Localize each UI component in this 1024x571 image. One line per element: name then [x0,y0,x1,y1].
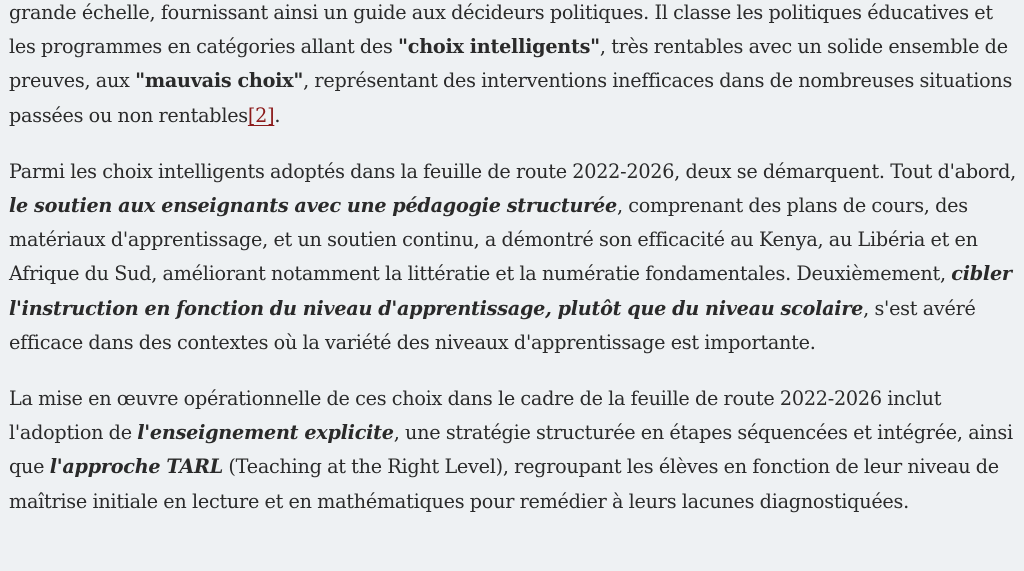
emphasis-approche-tarl: l'approche TARL [49,455,223,479]
emphasis-cibler-instruction: cibler l'instruction en fonction du niveau d'apprentissage [9,262,1012,320]
text-segment: , comprenant des plans de cours, des matériaux d'apprentissage, et un soutien continu, a démontré son efficacité au Kenya, au Libéria et en Afrique du Sud, améliorant notamment la littératie et la numératie fondamentales. Deuxièmement, [9,194,978,286]
emphasis-niveau-scolaire: plutôt que du niveau scolaire [557,296,864,320]
bold-term-choix-intelligents: "choix intelligents" [398,35,600,59]
article-body [9,0,1017,541]
text-segment: (Teaching at the Right Level), regroupant les élèves en fonction de leur niveau de maîtrise initiale en lecture et en mathématiques pour remédier à leurs lacunes diagnostiquées. [9,455,999,513]
bold-term-mauvais-choix: "mauvais choix" [135,69,304,93]
paragraph-1 [9,0,1017,133]
paragraph-2 [9,155,1017,360]
footnote-link-2[interactable]: [2] [247,103,275,127]
emphasis-soutien-enseignants: le soutien aux enseignants avec une pédagogie structurée [9,194,617,218]
text-segment: . [274,103,281,127]
text-segment: Parmi les choix intelligents adoptés dans la feuille de route 2022-2026, deux se démarquent. Tout d'abord, [9,159,1016,183]
text-segment: grande échelle, fournissant ainsi un guide aux décideurs politiques. Il classe les politiques éducatives et les programmes en catégories allant des [9,1,993,59]
emphasis-separator: , [545,296,558,320]
text-segment: , une stratégie structurée en étapes séquencées et intégrée, ainsi que [9,421,1013,479]
text-segment: , très rentables avec un solide ensemble de preuves, aux [9,35,1008,93]
paragraph-3 [9,382,1017,519]
text-segment: , s'est avéré efficace dans des contextes où la variété des niveaux d'apprentissage est importante. [9,296,976,354]
text-segment: La mise en œuvre opérationnelle de ces choix dans le cadre de la feuille de route 2022-2026 inclut l'adoption de [9,387,942,445]
emphasis-enseignement-explicite: l'enseignement explicite [137,421,394,445]
text-segment: , représentant des interventions inefficaces dans de nombreuses situations passées ou non rentables [9,69,1013,127]
